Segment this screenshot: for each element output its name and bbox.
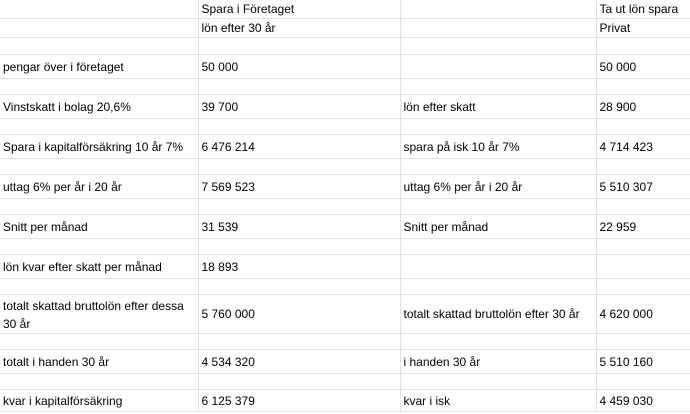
table-row [0, 159, 690, 175]
cell-c[interactable]: totalt skattad bruttolön efter 30 år [400, 295, 596, 334]
cell-d[interactable] [596, 199, 690, 215]
table-row [0, 350, 690, 374]
cell-d[interactable] [596, 239, 690, 255]
table-row [0, 295, 690, 334]
cell-d[interactable] [596, 374, 690, 390]
cell[interactable] [0, 19, 198, 38]
table-row [0, 239, 690, 255]
cell-c[interactable]: spara på isk 10 år 7% [400, 135, 596, 159]
cell-b[interactable] [198, 79, 400, 95]
cell-b[interactable]: 6 125 379 [198, 390, 400, 412]
cell-c[interactable] [400, 38, 596, 55]
cell-a[interactable] [0, 159, 198, 175]
table-row [0, 279, 690, 295]
cell-b[interactable] [198, 334, 400, 350]
header-row-1 [0, 0, 690, 19]
table-row [0, 215, 690, 239]
cell-b[interactable] [198, 239, 400, 255]
header-cell-privat[interactable]: Privat [596, 19, 690, 38]
cell-a[interactable]: totalt i handen 30 år [0, 350, 198, 374]
cell-a[interactable] [0, 334, 198, 350]
table-row [0, 334, 690, 350]
cell-b[interactable] [198, 199, 400, 215]
cell-a[interactable] [0, 38, 198, 55]
cell-d[interactable] [596, 119, 690, 135]
cell[interactable] [400, 0, 596, 19]
cell-d[interactable] [596, 79, 690, 95]
cell-b[interactable]: 6 476 214 [198, 135, 400, 159]
cell-a[interactable]: uttag 6% per år i 20 år [0, 175, 198, 199]
cell-d[interactable]: 4 714 423 [596, 135, 690, 159]
table-row [0, 55, 690, 79]
table-row [0, 79, 690, 95]
cell-d[interactable] [596, 159, 690, 175]
cell-c[interactable] [400, 239, 596, 255]
cell-d[interactable]: 5 510 307 [596, 175, 690, 199]
cell-d[interactable]: 28 900 [596, 95, 690, 119]
cell-d[interactable] [596, 38, 690, 55]
cell-a[interactable] [0, 374, 198, 390]
cell-a[interactable]: kvar i kapitalförsäkring [0, 390, 198, 412]
cell-c[interactable] [400, 199, 596, 215]
cell-d[interactable]: 5 510 160 [596, 350, 690, 374]
cell-c[interactable]: i handen 30 år [400, 350, 596, 374]
table-row [0, 38, 690, 55]
header-cell-ta-ut-lon[interactable]: Ta ut lön spara [596, 0, 690, 19]
cell-d[interactable]: 22 959 [596, 215, 690, 239]
cell-c[interactable]: lön efter skatt [400, 95, 596, 119]
cell-c[interactable]: kvar i isk [400, 390, 596, 412]
cell-b[interactable] [198, 119, 400, 135]
cell-a[interactable] [0, 279, 198, 295]
table-row [0, 175, 690, 199]
cell-c[interactable] [400, 334, 596, 350]
header-row-2 [0, 19, 690, 38]
table-row [0, 95, 690, 119]
cell-b[interactable]: 18 893 [198, 255, 400, 279]
cell-a[interactable]: Spara i kapitalförsäkring 10 år 7% [0, 135, 198, 159]
cell-a[interactable] [0, 79, 198, 95]
cell-b[interactable]: 31 539 [198, 215, 400, 239]
table-row [0, 119, 690, 135]
cell-c[interactable]: Snitt per månad [400, 215, 596, 239]
cell-b[interactable]: 7 569 523 [198, 175, 400, 199]
header-cell-lon-efter-30[interactable]: lön efter 30 år [198, 19, 400, 38]
cell-b[interactable] [198, 374, 400, 390]
cell-c[interactable] [400, 79, 596, 95]
cell-a[interactable] [0, 199, 198, 215]
cell-d[interactable] [596, 279, 690, 295]
cell-a[interactable]: lön kvar efter skatt per månad [0, 255, 198, 279]
cell-c[interactable] [400, 159, 596, 175]
header-cell-spara-foretaget[interactable]: Spara i Företaget [198, 0, 400, 19]
cell-b[interactable]: 5 760 000 [198, 295, 400, 334]
cell-c[interactable] [400, 55, 596, 79]
table-row [0, 135, 690, 159]
cell-b[interactable] [198, 38, 400, 55]
cell-c[interactable]: uttag 6% per år i 20 år [400, 175, 596, 199]
cell-d[interactable]: 50 000 [596, 55, 690, 79]
cell[interactable] [0, 0, 198, 19]
cell-a[interactable] [0, 239, 198, 255]
cell-d[interactable] [596, 334, 690, 350]
cell-d[interactable] [596, 255, 690, 279]
cell-b[interactable] [198, 279, 400, 295]
cell-a[interactable]: totalt skattad bruttolön efter dessa 30 år [0, 295, 198, 334]
cell-a[interactable] [0, 119, 198, 135]
cell-a[interactable]: Vinstskatt i bolag 20,6% [0, 95, 198, 119]
cell-d[interactable]: 4 620 000 [596, 295, 690, 334]
cell-a[interactable]: pengar över i företaget [0, 55, 198, 79]
table-row [0, 255, 690, 279]
cell-c[interactable] [400, 279, 596, 295]
cell-d[interactable]: 4 459 030 [596, 390, 690, 412]
cell-c[interactable] [400, 119, 596, 135]
cell-b[interactable]: 50 000 [198, 55, 400, 79]
table-row [0, 199, 690, 215]
cell-c[interactable] [400, 374, 596, 390]
cell-c[interactable] [400, 255, 596, 279]
cell-b[interactable]: 4 534 320 [198, 350, 400, 374]
cell-b[interactable]: 39 700 [198, 95, 400, 119]
cell-b[interactable] [198, 159, 400, 175]
table-row [0, 374, 690, 390]
cell[interactable] [400, 19, 596, 38]
cell-a[interactable]: Snitt per månad [0, 215, 198, 239]
table-row [0, 390, 690, 412]
